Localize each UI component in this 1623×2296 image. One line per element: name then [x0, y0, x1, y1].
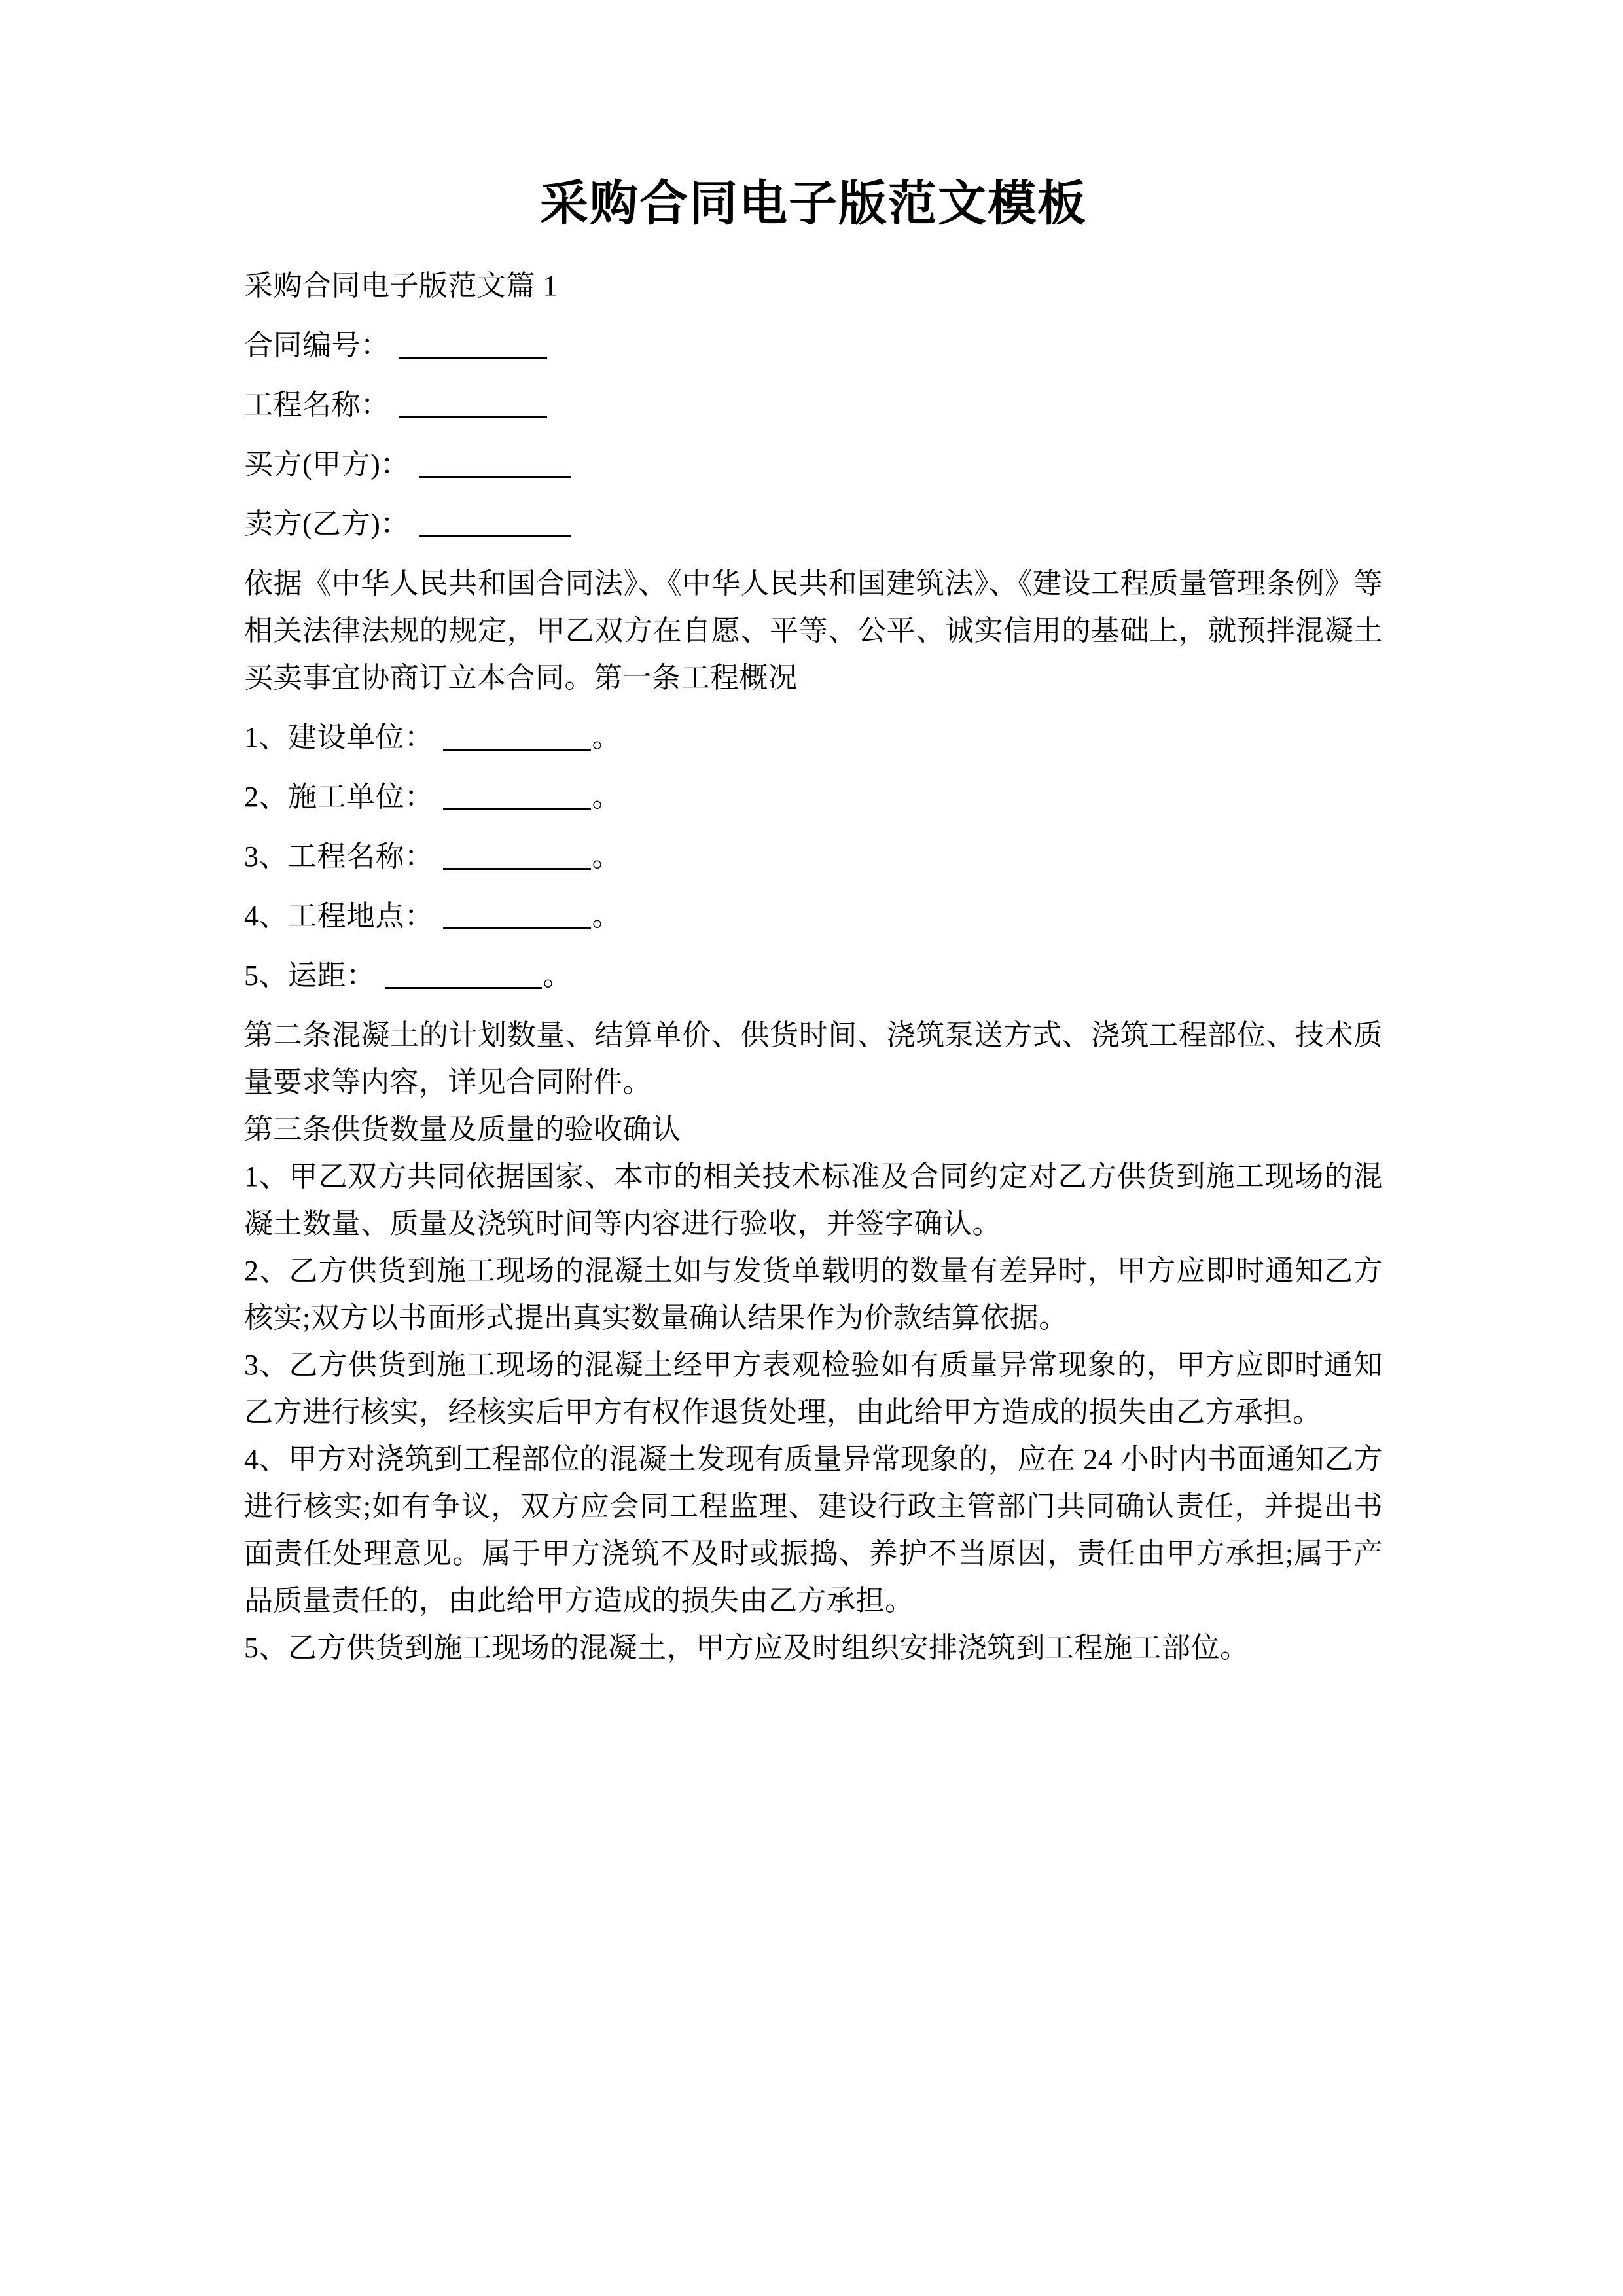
overview-item-blank-line[interactable]: [443, 723, 591, 751]
overview-item-number: 4、: [244, 899, 288, 932]
form-field-label: 合同编号：: [244, 329, 390, 361]
overview-item-label: 工程地点：: [288, 899, 434, 932]
form-field-buyer: [244, 429, 1383, 488]
form-field-label: 工程名称：: [244, 388, 390, 421]
document-intro-line: 采购合同电子版范文篇 1: [244, 269, 558, 302]
form-field-blank-line[interactable]: [419, 509, 571, 537]
overview-item-blank-line[interactable]: [443, 901, 591, 929]
overview-item-suffix: 。: [592, 780, 621, 813]
overview-item-label: 运距：: [288, 959, 376, 992]
overview-item-number: 3、: [244, 840, 288, 872]
overview-item-label: 施工单位：: [288, 780, 434, 813]
overview-item-blank-line[interactable]: [443, 842, 591, 870]
form-field-project-name: [244, 369, 1383, 429]
overview-item-suffix: 。: [592, 899, 621, 932]
overview-item-suffix: 。: [543, 959, 572, 992]
overview-item-haul-distance: [244, 940, 1383, 999]
overview-item-label: 建设单位：: [288, 721, 434, 753]
overview-item-number: 5、: [244, 959, 288, 992]
clause-three-heading: 第三条供货数量及质量的验收确认: [244, 1113, 681, 1145]
overview-item-label: 工程名称：: [288, 840, 434, 872]
form-field-blank-line[interactable]: [399, 331, 547, 359]
form-field-contract-number: [244, 310, 1383, 369]
overview-item-number: 2、: [244, 780, 288, 813]
overview-item-number: 1、: [244, 721, 288, 753]
clause-three-item-4: 4、甲方对浇筑到工程部位的混凝土发现有质量异常现象的，应在 24 小时内书面通知乙方进行核实;如有争议，双方应会同工程监理、建设行政主管部门共同确认责任，并提出书面责任处理意见。属于甲方浇筑不及时或振捣、养护不当原因，责任由甲方承担;属于产品质量责任的，由此给甲方造成的损失由乙方承担。: [244, 1443, 1383, 1617]
overview-item-suffix: 。: [592, 721, 621, 753]
form-field-label: 卖方(乙方)：: [244, 507, 410, 540]
form-field-seller: [244, 488, 1383, 548]
overview-item-contractor-unit: [244, 761, 1383, 821]
preamble-paragraph: 依据《中华人民共和国合同法》、《中华人民共和国建筑法》、《建设工程质量管理条例》等相关法律法规的规定，甲乙双方在自愿、平等、公平、诚实信用的基础上，就预拌混凝土买卖事宜协商订立本合同。第一条工程概况: [244, 567, 1383, 694]
overview-item-blank-line[interactable]: [443, 782, 591, 810]
form-field-blank-line[interactable]: [399, 390, 547, 418]
clause-three-item-5: 5、乙方供货到施工现场的混凝土，甲方应及时组织安排浇筑到工程施工部位。: [244, 1631, 1249, 1664]
clause-three-item-2: 2、乙方供货到施工现场的混凝土如与发货单载明的数量有差异时，甲方应即时通知乙方核实;双方以书面形式提出真实数量确认结果作为价款结算依据。: [244, 1254, 1383, 1334]
overview-item-suffix: 。: [592, 840, 621, 872]
form-field-blank-line[interactable]: [419, 450, 571, 478]
overview-item-construction-unit: [244, 702, 1383, 761]
clause-three-item-1: 1、甲乙双方共同依据国家、本市的相关技术标准及合同约定对乙方供货到施工现场的混凝土数量、质量及浇筑时间等内容进行验收，并签字确认。: [244, 1160, 1383, 1240]
overview-item-blank-line[interactable]: [385, 961, 542, 989]
overview-item-project-name: [244, 821, 1383, 880]
clause-three-item-3: 3、乙方供货到施工现场的混凝土经甲方表观检验如有质量异常现象的，甲方应即时通知乙方进行核实，经核实后甲方有权作退货处理，由此给甲方造成的损失由乙方承担。: [244, 1348, 1383, 1428]
document-content: [244, 0, 1383, 1672]
form-field-label: 买方(甲方)：: [244, 448, 410, 480]
overview-item-project-location: [244, 880, 1383, 940]
clause-two-paragraph: 第二条混凝土的计划数量、结算单价、供货时间、浇筑泵送方式、浇筑工程部位、技术质量要求等内容，详见合同附件。: [244, 1018, 1383, 1098]
page-title: 采购合同电子版范文模板: [540, 177, 1087, 231]
